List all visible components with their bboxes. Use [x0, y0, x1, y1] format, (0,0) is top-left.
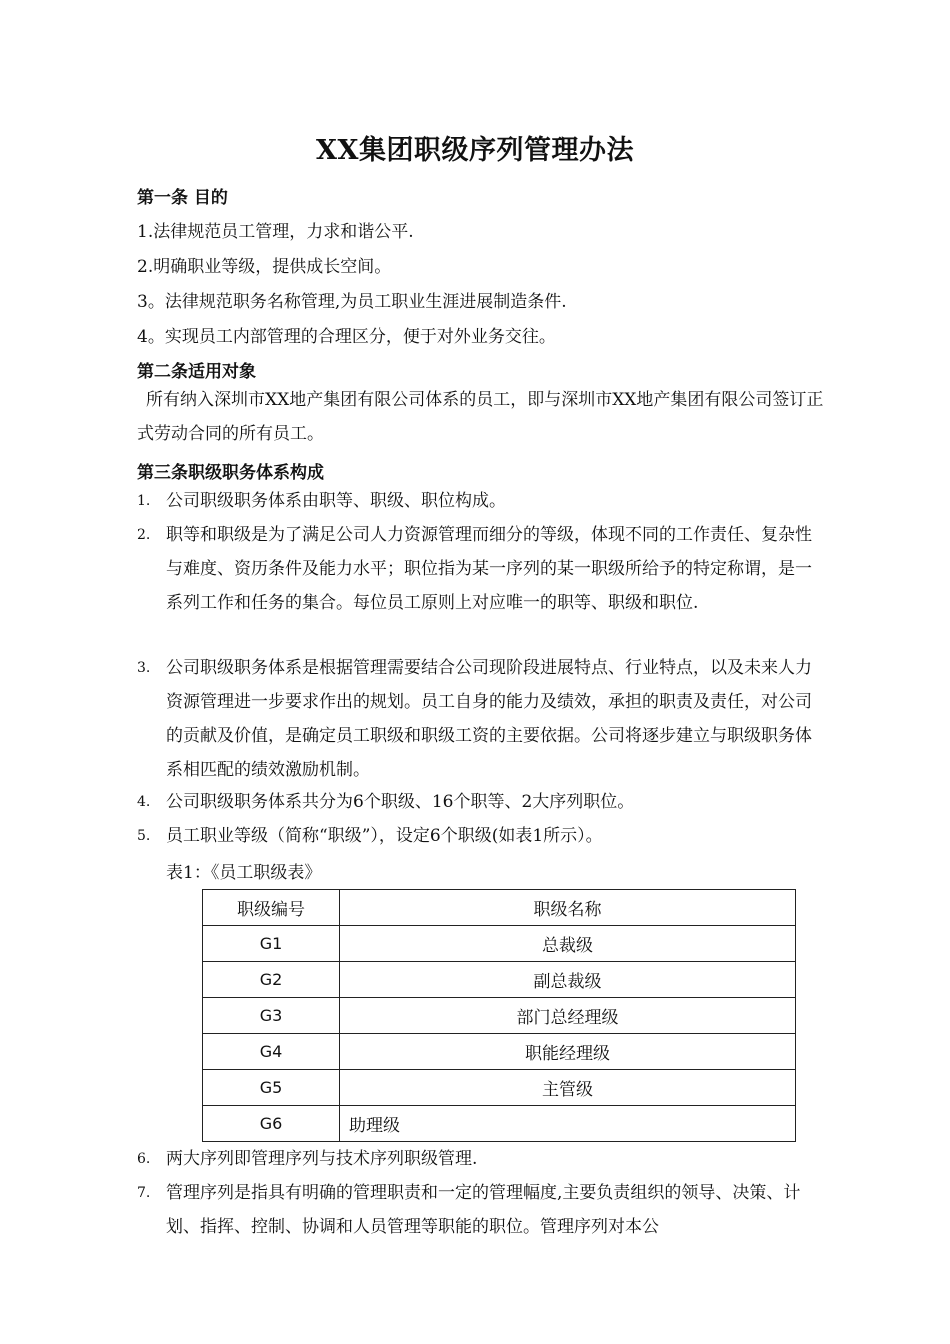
list-text: 公司职级职务体系由职等、职级、职位构成。: [166, 491, 506, 511]
grade-code-cell: G1: [203, 926, 340, 962]
table-row: [203, 1070, 796, 1106]
article2-heading: 第二条适用对象: [137, 362, 256, 382]
article1-heading: 第一条 目的: [137, 188, 228, 208]
article1-item: 2.明确职业等级，提供成长空间。: [137, 257, 392, 277]
article3-list-item: [137, 1176, 827, 1244]
list-number: 5.: [137, 828, 151, 844]
list-text: 两大序列即管理序列与技术序列职级管理.: [166, 1149, 478, 1169]
article3-list-item: [137, 785, 827, 819]
list-number: 6.: [137, 1151, 151, 1167]
grade-code-cell: G2: [203, 962, 340, 998]
grade-code-cell: G3: [203, 998, 340, 1034]
table-row: [203, 1034, 796, 1070]
list-text: 管理序列是指具有明确的管理职责和一定的管理幅度,主要负责组织的领导、决策、计划、指挥、控制、协调和人员管理等职能的职位。管理序列对本公: [166, 1183, 801, 1237]
list-text: 公司职级职务体系共分为6个职级、16个职等、2大序列职位。: [166, 792, 635, 812]
article1-item: 1.法律规范员工管理，力求和谐公平.: [137, 222, 414, 242]
grade-name-cell: 副总裁级: [340, 962, 796, 998]
list-text: 公司职级职务体系是根据管理需要结合公司现阶段进展特点、行业特点，以及未来人力资源管理进一步要求作出的规划。员工自身的能力及绩效，承担的职责及责任，对公司的贡献及价值，是确定员工职级和职级工资的主要依据。公司将逐步建立与职级职务体系相匹配的绩效激励机制。: [166, 658, 812, 780]
grade-name-cell: 职能经理级: [340, 1034, 796, 1070]
grade-name-cell: 总裁级: [340, 926, 796, 962]
article1-item: 4。实现员工内部管理的合理区分，便于对外业务交往。: [137, 327, 556, 347]
table-caption: 表1：《员工职级表》: [166, 863, 322, 883]
grade-name-cell: 助理级: [340, 1106, 796, 1142]
grade-name-cell: 主管级: [340, 1070, 796, 1106]
grade-code-cell: G5: [203, 1070, 340, 1106]
table-row: [203, 962, 796, 998]
article3-heading: 第三条职级职务体系构成: [137, 463, 324, 483]
list-number: 2.: [137, 527, 151, 543]
article3-list-item: [137, 819, 827, 853]
list-number: 4.: [137, 794, 151, 810]
table-header-cell: 职级名称: [340, 890, 796, 926]
article3-list-item: [137, 518, 827, 620]
grade-table: [202, 889, 796, 1142]
article3-list-item: [137, 651, 827, 787]
list-number: 3.: [137, 660, 151, 676]
article2-body: 所有纳入深圳市XX地产集团有限公司体系的员工，即与深圳市XX地产集团有限公司签订正式劳动合同的所有员工。: [137, 390, 824, 444]
table-row: [203, 1106, 796, 1142]
table-header-row: [203, 890, 796, 926]
table-row: [203, 998, 796, 1034]
list-text: 员工职业等级（简称“职级”），设定6个职级(如表1所示）。: [166, 826, 603, 846]
grade-code-cell: G4: [203, 1034, 340, 1070]
list-text: 职等和职级是为了满足公司人力资源管理而细分的等级，体现不同的工作责任、复杂性与难度、资历条件及能力水平；职位指为某一序列的某一职级所给予的特定称谓，是一系列工作和任务的集合。每位员工原则上对应唯一的职等、职级和职位.: [166, 525, 812, 613]
document-title: XX集团职级序列管理办法: [316, 135, 634, 166]
article3-list-item: [137, 1142, 827, 1176]
list-number: 7.: [137, 1185, 151, 1201]
list-number: 1.: [137, 493, 151, 509]
table-row: [203, 926, 796, 962]
article3-list-item: [137, 484, 827, 518]
table-header-cell: 职级编号: [203, 890, 340, 926]
article1-item: 3。法律规范职务名称管理,为员工职业生涯进展制造条件.: [137, 292, 567, 312]
grade-name-cell: 部门总经理级: [340, 998, 796, 1034]
grade-code-cell: G6: [203, 1106, 340, 1142]
